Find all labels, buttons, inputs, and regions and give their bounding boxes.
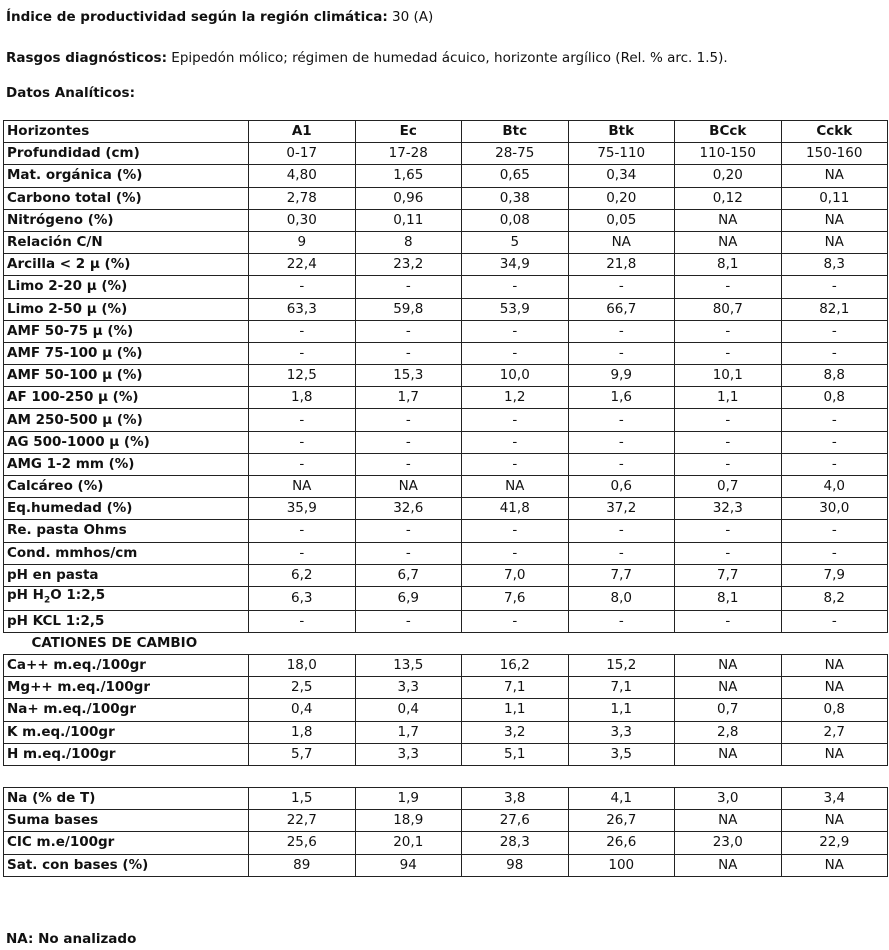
table-cell: 7,6 (462, 586, 569, 610)
table-row (4, 810, 888, 832)
table-cell: - (249, 542, 356, 564)
table-cell: 2,5 (249, 677, 356, 699)
table-cell: 150-160 (781, 143, 888, 165)
diagnostic-line (6, 50, 728, 66)
table-cell: 0,65 (462, 165, 569, 187)
table-cell: 8,8 (781, 365, 888, 387)
table-cell: 1,1 (462, 699, 569, 721)
analytic-title: Datos Analíticos: (6, 85, 135, 101)
table-cell: 0,38 (462, 187, 569, 209)
row-label: AMF 50-100 μ (%) (4, 365, 249, 387)
table-cell: NA (781, 655, 888, 677)
table-cell: 5,1 (462, 743, 569, 765)
row-label: Re. pasta Ohms (4, 520, 249, 542)
table-cell: - (781, 409, 888, 431)
table-cell: NA (781, 165, 888, 187)
footnote: NA: No analizado (6, 931, 137, 947)
row-label: AMF 75-100 μ (%) (4, 342, 249, 364)
ph-h2o-label-pre: pH H (7, 586, 44, 603)
table-cell: 8,0 (568, 586, 675, 610)
table-cell: - (462, 520, 569, 542)
table-cell: 8 (355, 231, 462, 253)
row-label: Nitrógeno (%) (4, 209, 249, 231)
table-row (4, 320, 888, 342)
table-cell: 7,9 (781, 564, 888, 586)
table-cell: 4,1 (568, 787, 675, 809)
row-label: Na (% de T) (4, 787, 249, 809)
table-cell: 4,80 (249, 165, 356, 187)
row-label: Limo 2-20 μ (%) (4, 276, 249, 298)
table-cell: 1,8 (249, 387, 356, 409)
row-label: Ca++ m.eq./100gr (4, 655, 249, 677)
table-row (4, 431, 888, 453)
row-label: H m.eq./100gr (4, 743, 249, 765)
table-cell: - (249, 409, 356, 431)
table-cell: 4,0 (781, 476, 888, 498)
productivity-value: 30 (A) (387, 9, 434, 25)
table-cell: NA (781, 854, 888, 876)
table-cell: 0,8 (781, 699, 888, 721)
table-cell: 3,3 (355, 677, 462, 699)
table-header-row (4, 121, 888, 143)
table-cell: - (249, 431, 356, 453)
table-cell: 75-110 (568, 143, 675, 165)
table-cell: 8,1 (675, 586, 782, 610)
table-cell: NA (675, 677, 782, 699)
table-cell: - (462, 610, 569, 632)
table-cell: 82,1 (781, 298, 888, 320)
table-cell: 100 (568, 854, 675, 876)
table-cell: - (462, 542, 569, 564)
row-label: AM 250-500 μ (%) (4, 409, 249, 431)
table-cell: - (249, 520, 356, 542)
table-cell: - (675, 342, 782, 364)
table-cell: Cckk (781, 121, 888, 143)
table-cell: 7,1 (462, 677, 569, 699)
table-cell: Ec (355, 121, 462, 143)
row-label: AMG 1-2 mm (%) (4, 453, 249, 475)
table-cell: 23,0 (675, 832, 782, 854)
table-row (4, 209, 888, 231)
row-label: Cond. mmhos/cm (4, 542, 249, 564)
table-cell: 0,20 (568, 187, 675, 209)
row-label: Na+ m.eq./100gr (4, 699, 249, 721)
row-label (4, 586, 249, 610)
row-label: Arcilla < 2 μ (%) (4, 254, 249, 276)
table-row (4, 387, 888, 409)
table-cell: 8,3 (781, 254, 888, 276)
table-cell: - (355, 320, 462, 342)
table-cell: 27,6 (462, 810, 569, 832)
table-cell: - (568, 276, 675, 298)
table-cell: 34,9 (462, 254, 569, 276)
table-cell: - (462, 320, 569, 342)
table-cell: 0,30 (249, 209, 356, 231)
table-cell: - (249, 610, 356, 632)
cations-section-row (4, 632, 888, 654)
table-cell: 7,7 (568, 564, 675, 586)
table-cell: 0,34 (568, 165, 675, 187)
table-cell: - (462, 409, 569, 431)
table-cell: 12,5 (249, 365, 356, 387)
table-cell: 7,7 (675, 564, 782, 586)
table-cell: - (675, 453, 782, 475)
table-cell: 2,7 (781, 721, 888, 743)
table-cell: NA (781, 810, 888, 832)
table-cell: 22,4 (249, 254, 356, 276)
table-cell: - (675, 542, 782, 564)
row-label: Relación C/N (4, 231, 249, 253)
table-cell: - (675, 276, 782, 298)
table-row (4, 542, 888, 564)
row-label: K m.eq./100gr (4, 721, 249, 743)
table-cell: 3,3 (355, 743, 462, 765)
table-cell: 15,2 (568, 655, 675, 677)
table-cell: 32,3 (675, 498, 782, 520)
table-cell: 9,9 (568, 365, 675, 387)
spacer-row (4, 765, 888, 787)
row-label: Mg++ m.eq./100gr (4, 677, 249, 699)
table-cell: NA (355, 476, 462, 498)
table-cell: 17-28 (355, 143, 462, 165)
table-cell: NA (249, 476, 356, 498)
table-row (4, 655, 888, 677)
row-label: Mat. orgánica (%) (4, 165, 249, 187)
table-cell: 0,11 (781, 187, 888, 209)
table-cell: - (781, 431, 888, 453)
table-cell: NA (781, 209, 888, 231)
table-cell: - (568, 520, 675, 542)
table-cell: 1,1 (568, 699, 675, 721)
table-cell: 41,8 (462, 498, 569, 520)
table-cell: - (781, 342, 888, 364)
table-cell: 20,1 (355, 832, 462, 854)
table-cell: - (568, 610, 675, 632)
row-label: Carbono total (%) (4, 187, 249, 209)
table-cell: - (249, 320, 356, 342)
row-label: Suma bases (4, 810, 249, 832)
table-cell: 16,2 (462, 655, 569, 677)
table-cell: NA (781, 743, 888, 765)
table-cell: 3,8 (462, 787, 569, 809)
table-cell: - (462, 453, 569, 475)
analytic-table (3, 120, 888, 877)
table-cell: - (355, 409, 462, 431)
table-cell: - (568, 542, 675, 564)
table-cell: 26,7 (568, 810, 675, 832)
table-cell: - (781, 453, 888, 475)
table-row (4, 143, 888, 165)
diagnostic-value: Epipedón mólico; régimen de humedad ácuico, horizonte argílico (Rel. % arc. 1.5). (167, 50, 728, 66)
table-cell: 18,0 (249, 655, 356, 677)
table-row (4, 677, 888, 699)
table-cell: - (355, 542, 462, 564)
table-cell: - (355, 520, 462, 542)
table-cell: 3,2 (462, 721, 569, 743)
row-label: Profundidad (cm) (4, 143, 249, 165)
table-cell: 22,9 (781, 832, 888, 854)
row-label: AG 500-1000 μ (%) (4, 431, 249, 453)
table-cell: 3,5 (568, 743, 675, 765)
productivity-label: Índice de productividad según la región climática: (6, 9, 388, 25)
table-row (4, 854, 888, 876)
table-cell: - (675, 431, 782, 453)
table-cell: 1,2 (462, 387, 569, 409)
table-cell: 1,9 (355, 787, 462, 809)
table-cell: - (781, 276, 888, 298)
table-cell: 1,7 (355, 721, 462, 743)
table-cell: 0,12 (675, 187, 782, 209)
table-cell: 63,3 (249, 298, 356, 320)
row-label: pH en pasta (4, 564, 249, 586)
cations-title: CATIONES DE CAMBIO (4, 632, 888, 654)
table-cell: 1,7 (355, 387, 462, 409)
table-cell: 0,4 (355, 699, 462, 721)
row-label: Eq.humedad (%) (4, 498, 249, 520)
table-cell: 2,78 (249, 187, 356, 209)
table-cell: - (568, 431, 675, 453)
table-cell: 26,6 (568, 832, 675, 854)
table-row (4, 298, 888, 320)
table-cell: 7,1 (568, 677, 675, 699)
table-cell: - (249, 342, 356, 364)
table-row (4, 586, 888, 610)
table-row (4, 254, 888, 276)
table-cell: - (568, 453, 675, 475)
table-cell: NA (675, 209, 782, 231)
table-cell: 6,2 (249, 564, 356, 586)
table-cell: - (568, 409, 675, 431)
table-row (4, 610, 888, 632)
table-row (4, 276, 888, 298)
table-cell: - (462, 276, 569, 298)
table-cell: 0,6 (568, 476, 675, 498)
table-cell: 6,7 (355, 564, 462, 586)
table-cell: NA (462, 476, 569, 498)
table-row (4, 832, 888, 854)
table-cell: - (675, 520, 782, 542)
table-cell: - (355, 431, 462, 453)
table-cell: 0,08 (462, 209, 569, 231)
table-cell: - (568, 320, 675, 342)
row-label: AMF 50-75 μ (%) (4, 320, 249, 342)
table-cell: - (675, 409, 782, 431)
table-cell: 28-75 (462, 143, 569, 165)
productivity-line (6, 9, 433, 25)
table-row (4, 520, 888, 542)
table-cell: - (462, 342, 569, 364)
table-cell: 3,0 (675, 787, 782, 809)
table-cell: 1,8 (249, 721, 356, 743)
table-cell: 22,7 (249, 810, 356, 832)
table-row (4, 564, 888, 586)
table-cell: - (781, 542, 888, 564)
table-cell: 59,8 (355, 298, 462, 320)
table-cell: 0,05 (568, 209, 675, 231)
table-cell: - (355, 610, 462, 632)
table-cell: 21,8 (568, 254, 675, 276)
table-cell: - (675, 610, 782, 632)
ph-h2o-label-post: O 1:2,5 (50, 586, 106, 603)
table-cell: 10,1 (675, 365, 782, 387)
table-row (4, 165, 888, 187)
table-cell: 1,5 (249, 787, 356, 809)
table-row (4, 365, 888, 387)
table-cell: 28,3 (462, 832, 569, 854)
table-cell: Btk (568, 121, 675, 143)
table-cell: 0,96 (355, 187, 462, 209)
table-cell: BCck (675, 121, 782, 143)
table-cell: - (355, 453, 462, 475)
table-cell: 37,2 (568, 498, 675, 520)
table-cell: Btc (462, 121, 569, 143)
table-cell: 35,9 (249, 498, 356, 520)
table-row (4, 476, 888, 498)
table-cell: 7,0 (462, 564, 569, 586)
table-cell: 25,6 (249, 832, 356, 854)
table-row (4, 409, 888, 431)
table-cell: 6,3 (249, 586, 356, 610)
table-cell: 0,11 (355, 209, 462, 231)
table-cell: - (568, 342, 675, 364)
table-cell: NA (781, 677, 888, 699)
table-cell: 6,9 (355, 586, 462, 610)
table-cell: 30,0 (781, 498, 888, 520)
row-label: AF 100-250 μ (%) (4, 387, 249, 409)
table-row (4, 187, 888, 209)
table-cell: NA (781, 231, 888, 253)
spacer (4, 765, 888, 787)
table-cell: 1,65 (355, 165, 462, 187)
table-cell: - (462, 431, 569, 453)
table-cell: 1,1 (675, 387, 782, 409)
table-cell: - (781, 320, 888, 342)
row-label: Limo 2-50 μ (%) (4, 298, 249, 320)
table-cell: - (355, 342, 462, 364)
table-cell: - (781, 520, 888, 542)
table-cell: 5 (462, 231, 569, 253)
table-row (4, 699, 888, 721)
ph-h2o-label-sub: 2 (43, 595, 51, 606)
table-cell: NA (675, 655, 782, 677)
table-cell: 0-17 (249, 143, 356, 165)
table-cell: A1 (249, 121, 356, 143)
table-cell: NA (675, 810, 782, 832)
table-cell: 110-150 (675, 143, 782, 165)
diagnostic-label: Rasgos diagnósticos: (6, 50, 167, 66)
table-cell: 3,4 (781, 787, 888, 809)
table-cell: - (675, 320, 782, 342)
table-cell: 0,20 (675, 165, 782, 187)
table-cell: 23,2 (355, 254, 462, 276)
table-cell: 94 (355, 854, 462, 876)
table-cell: 9 (249, 231, 356, 253)
row-label: Calcáreo (%) (4, 476, 249, 498)
table-cell: 5,7 (249, 743, 356, 765)
table-cell: 15,3 (355, 365, 462, 387)
table-cell: 0,8 (781, 387, 888, 409)
table-cell: NA (675, 231, 782, 253)
table-cell: 18,9 (355, 810, 462, 832)
row-label: CIC m.e/100gr (4, 832, 249, 854)
table-cell: 8,1 (675, 254, 782, 276)
table-cell: 89 (249, 854, 356, 876)
table-cell: NA (675, 854, 782, 876)
table-cell: 3,3 (568, 721, 675, 743)
table-cell: 0,7 (675, 699, 782, 721)
row-label: pH KCL 1:2,5 (4, 610, 249, 632)
table-cell: - (249, 276, 356, 298)
table-cell: NA (568, 231, 675, 253)
table-cell: 13,5 (355, 655, 462, 677)
table-cell: 66,7 (568, 298, 675, 320)
table-cell: 1,6 (568, 387, 675, 409)
table-row (4, 498, 888, 520)
table-row (4, 787, 888, 809)
table-cell: 98 (462, 854, 569, 876)
table-cell: NA (675, 743, 782, 765)
table-cell: 10,0 (462, 365, 569, 387)
table-cell: 80,7 (675, 298, 782, 320)
table-row (4, 743, 888, 765)
table-cell: - (249, 453, 356, 475)
table-cell: 8,2 (781, 586, 888, 610)
table-cell: 53,9 (462, 298, 569, 320)
table-row (4, 342, 888, 364)
table-cell: 2,8 (675, 721, 782, 743)
table-cell: - (781, 610, 888, 632)
table-cell: 32,6 (355, 498, 462, 520)
row-label: Sat. con bases (%) (4, 854, 249, 876)
row-label: Horizontes (4, 121, 249, 143)
table-cell: - (355, 276, 462, 298)
table-cell: 0,4 (249, 699, 356, 721)
table-row (4, 231, 888, 253)
table-row (4, 453, 888, 475)
table-row (4, 721, 888, 743)
table-cell: 0,7 (675, 476, 782, 498)
